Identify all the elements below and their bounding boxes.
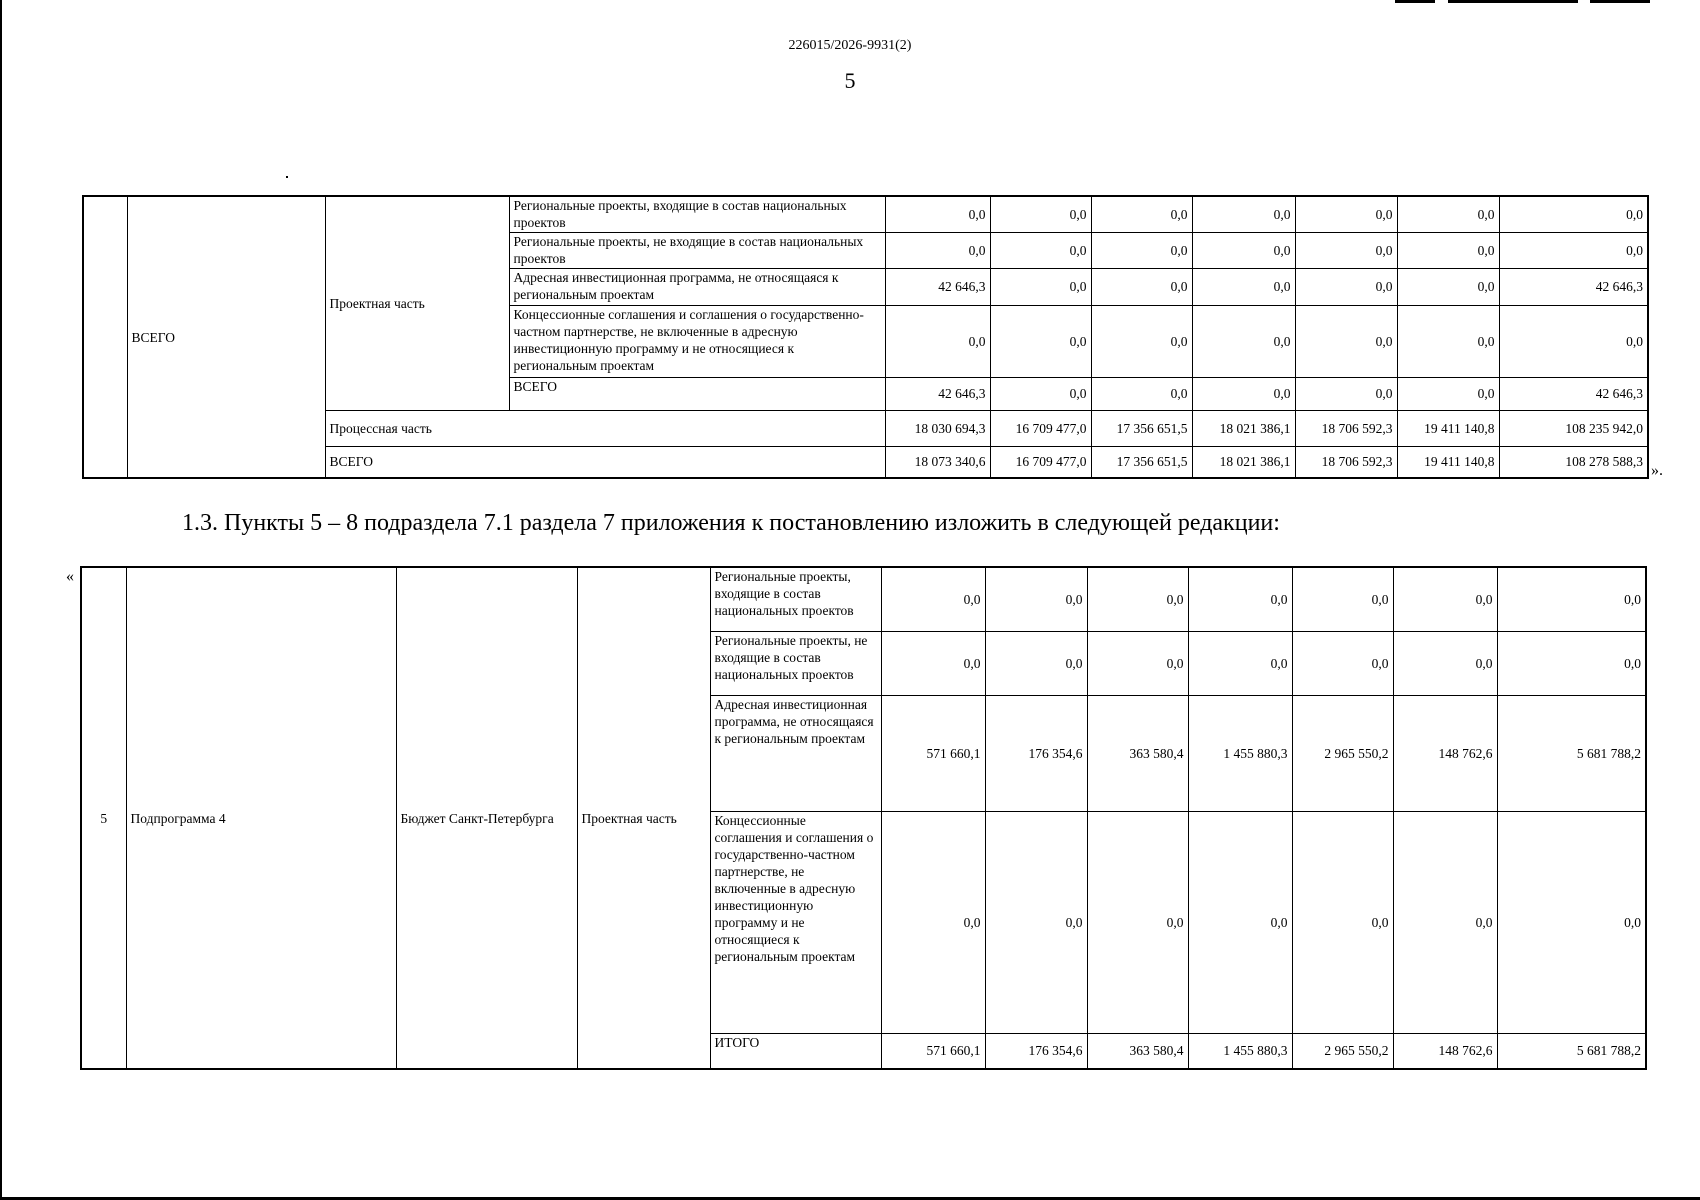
document-number: 226015/2026-9931(2) (788, 38, 912, 53)
value-cell: 176 354,6 (985, 1033, 1087, 1069)
value-cell: 0,0 (1091, 196, 1192, 232)
value-cell: 0,0 (1397, 268, 1499, 305)
scan-mark (1590, 0, 1650, 3)
value-cell: 0,0 (1188, 811, 1292, 1033)
scan-mark (1395, 0, 1435, 3)
value-cell: 176 354,6 (985, 695, 1087, 811)
value-cell: 0,0 (990, 268, 1091, 305)
value-cell: 42 646,3 (885, 268, 990, 305)
row-label: Региональные проекты, входящие в состав национальных проектов (509, 196, 885, 232)
value-cell: 108 235 942,0 (1499, 410, 1648, 446)
value-cell: 0,0 (881, 811, 985, 1033)
value-cell: 363 580,4 (1087, 695, 1188, 811)
value-cell: 5 681 788,2 (1497, 1033, 1646, 1069)
row-label: ВСЕГО (325, 446, 885, 478)
page-number: 5 (844, 68, 856, 93)
value-cell: 16 709 477,0 (990, 446, 1091, 478)
budget-table-total (82, 195, 1649, 479)
value-cell: 0,0 (885, 305, 990, 377)
value-cell: 18 073 340,6 (885, 446, 990, 478)
value-cell: 571 660,1 (881, 695, 985, 811)
value-cell: 0,0 (885, 196, 990, 232)
value-cell: 18 021 386,1 (1192, 446, 1295, 478)
value-cell: 0,0 (1192, 268, 1295, 305)
value-cell: 0,0 (881, 631, 985, 695)
budget-table-subprogram (80, 566, 1647, 1070)
value-cell: 0,0 (1499, 232, 1648, 268)
value-cell: 0,0 (1295, 268, 1397, 305)
value-cell: 0,0 (1188, 631, 1292, 695)
row-label: Концессионные соглашения и соглашения о государственно-частном партнерстве, не включенные в адресную инвестиционную программу и не относящиеся к региональным проектам (710, 811, 881, 1033)
value-cell: 1 455 880,3 (1188, 1033, 1292, 1069)
value-cell: 0,0 (1292, 567, 1393, 631)
value-cell: 0,0 (990, 377, 1091, 410)
value-cell: 0,0 (1295, 196, 1397, 232)
value-cell: 17 356 651,5 (1091, 410, 1192, 446)
value-cell: 16 709 477,0 (990, 410, 1091, 446)
row-label: Концессионные соглашения и соглашения о государственно-частном партнерстве, не включенные в адресную инвестиционную программу и не относящиеся к региональным проектам (509, 305, 885, 377)
value-cell: 0,0 (985, 631, 1087, 695)
row-label: Региональные проекты, входящие в состав национальных проектов (710, 567, 881, 631)
row-number-cell: 5 (81, 567, 126, 1069)
value-cell: 0,0 (1192, 196, 1295, 232)
value-cell: 0,0 (1295, 232, 1397, 268)
value-cell: 2 965 550,2 (1292, 1033, 1393, 1069)
value-cell: 0,0 (1087, 811, 1188, 1033)
value-cell: 0,0 (1499, 196, 1648, 232)
value-cell: 0,0 (1091, 232, 1192, 268)
value-cell: 0,0 (1497, 811, 1646, 1033)
value-cell: 0,0 (1087, 631, 1188, 695)
value-cell: 0,0 (1192, 305, 1295, 377)
funding-source-cell: Бюджет Санкт-Петербурга (396, 567, 577, 1069)
row-number-cell (83, 196, 127, 478)
table-row (83, 196, 1648, 232)
page-border-left (0, 0, 2, 1200)
total-label-cell: ВСЕГО (127, 196, 325, 478)
value-cell: 0,0 (985, 567, 1087, 631)
instruction-paragraph: 1.3. Пункты 5 – 8 подраздела 7.1 раздела 7 приложения к постановлению изложить в следующей редакции: (182, 510, 1280, 536)
section-cell: Проектная часть (577, 567, 710, 1069)
row-label: ВСЕГО (509, 377, 885, 410)
row-label: Региональные проекты, не входящие в состав национальных проектов (509, 232, 885, 268)
value-cell: 0,0 (881, 567, 985, 631)
value-cell: 0,0 (1188, 567, 1292, 631)
value-cell: 0,0 (1397, 377, 1499, 410)
value-cell: 18 706 592,3 (1295, 446, 1397, 478)
value-cell: 42 646,3 (885, 377, 990, 410)
value-cell: 148 762,6 (1393, 1033, 1497, 1069)
value-cell: 19 411 140,8 (1397, 410, 1499, 446)
value-cell: 0,0 (1091, 377, 1192, 410)
value-cell: 18 706 592,3 (1295, 410, 1397, 446)
value-cell: 18 021 386,1 (1192, 410, 1295, 446)
row-label: Процессная часть (325, 410, 885, 446)
project-section-cell: Проектная часть (325, 196, 509, 410)
value-cell: 1 455 880,3 (1188, 695, 1292, 811)
value-cell: 0,0 (1397, 232, 1499, 268)
closing-quote: ». (1651, 462, 1663, 479)
value-cell: 5 681 788,2 (1497, 695, 1646, 811)
value-cell: 0,0 (1497, 631, 1646, 695)
value-cell: 108 278 588,3 (1499, 446, 1648, 478)
value-cell: 0,0 (1295, 377, 1397, 410)
value-cell: 148 762,6 (1393, 695, 1497, 811)
value-cell: 0,0 (985, 811, 1087, 1033)
opening-quote: « (66, 568, 74, 585)
subprogram-cell: Подпрограмма 4 (126, 567, 396, 1069)
value-cell: 42 646,3 (1499, 268, 1648, 305)
scan-mark (1448, 0, 1578, 3)
value-cell: 0,0 (1192, 377, 1295, 410)
value-cell: 0,0 (1397, 305, 1499, 377)
value-cell: 0,0 (1091, 305, 1192, 377)
value-cell: 0,0 (1292, 631, 1393, 695)
value-cell: 0,0 (1091, 268, 1192, 305)
value-cell: 0,0 (1393, 631, 1497, 695)
value-cell: 0,0 (1087, 567, 1188, 631)
value-cell: 2 965 550,2 (1292, 695, 1393, 811)
value-cell: 17 356 651,5 (1091, 446, 1192, 478)
scan-speck (286, 176, 288, 178)
row-label: Региональные проекты, не входящие в состав национальных проектов (710, 631, 881, 695)
value-cell: 0,0 (990, 232, 1091, 268)
value-cell: 0,0 (1393, 811, 1497, 1033)
value-cell: 0,0 (990, 305, 1091, 377)
value-cell: 0,0 (1497, 567, 1646, 631)
table-row (81, 567, 1646, 631)
value-cell: 0,0 (1499, 305, 1648, 377)
value-cell: 18 030 694,3 (885, 410, 990, 446)
value-cell: 571 660,1 (881, 1033, 985, 1069)
value-cell: 0,0 (1292, 811, 1393, 1033)
value-cell: 0,0 (990, 196, 1091, 232)
row-label: ИТОГО (710, 1033, 881, 1069)
value-cell: 42 646,3 (1499, 377, 1648, 410)
value-cell: 0,0 (1393, 567, 1497, 631)
value-cell: 0,0 (1192, 232, 1295, 268)
row-label: Адресная инвестиционная программа, не относящаяся к региональным проектам (710, 695, 881, 811)
value-cell: 0,0 (885, 232, 990, 268)
value-cell: 0,0 (1295, 305, 1397, 377)
value-cell: 19 411 140,8 (1397, 446, 1499, 478)
value-cell: 363 580,4 (1087, 1033, 1188, 1069)
row-label: Адресная инвестиционная программа, не относящаяся к региональным проектам (509, 268, 885, 305)
value-cell: 0,0 (1397, 196, 1499, 232)
